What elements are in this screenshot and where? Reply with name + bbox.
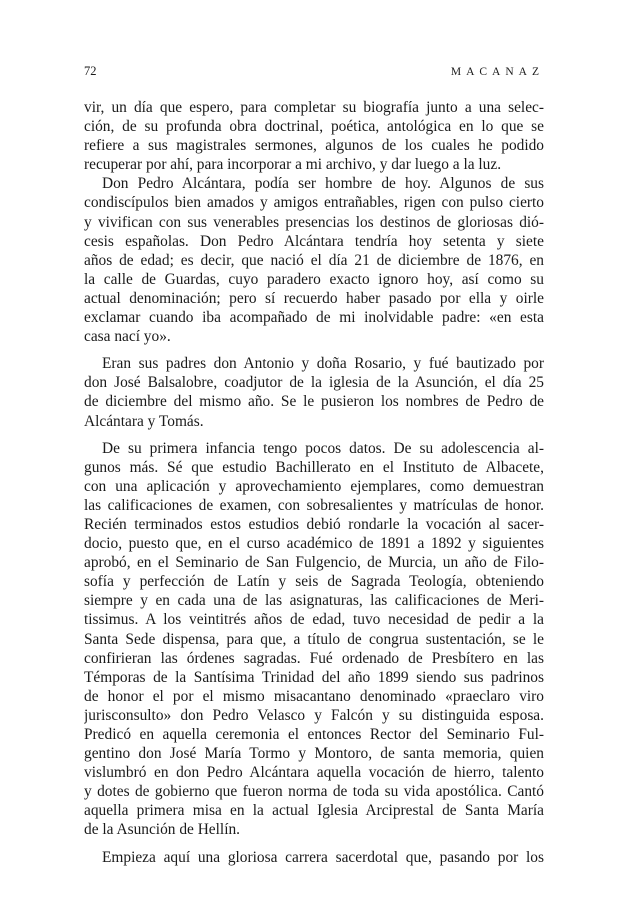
text-line: Témporas de la Santísima Trinidad del año 1899 siendo sus padrinos: [84, 668, 544, 686]
text-line: Alcántara y Tomás.: [84, 412, 204, 430]
text-line: gunos más. Sé que estudio Bachillerato en el Instituto de Albacete,: [84, 458, 544, 476]
text-line: y dotes de gobierno que fueron norma de toda su vida apostólica. Cantó: [84, 783, 544, 801]
text-line: Predicó en aquella ceremonia el entonces Rector del Seminario Ful-: [84, 726, 544, 743]
paragraph: [84, 848, 544, 867]
text-line: actual denominación; pero sí recuerdo haber pasado por ella y oirle: [84, 289, 544, 307]
text-line: refiere a sus magistrales sermones, algunos de los cuales he podido: [84, 137, 544, 155]
text-line: casa nací yo».: [84, 328, 171, 346]
text-line: De su primera infancia tengo pocos datos. De su adolescencia al-: [102, 439, 544, 457]
text-line: Empieza aquí una gloriosa carrera sacerdotal que, pasando por los: [102, 848, 544, 866]
text-line: docio, puesto que, en el curso académico de 1891 a 1892 y siguientes: [84, 535, 544, 553]
paragraph: [84, 439, 544, 840]
text-line: exclamar cuando iba acompañado de mi inolvidable padre: «en esta: [84, 309, 544, 327]
text-line: años de edad; es decir, que nació el día 21 de diciembre de 1876, en: [84, 251, 544, 269]
text-line: la calle de Guardas, cuyo paradero exacto ignoro hoy, así como su: [84, 270, 544, 288]
text-line: ción, de su profunda obra doctrinal, poética, antológica en lo que se: [84, 118, 544, 136]
text-line: Don Pedro Alcántara, podía ser hombre de hoy. Algunos de sus: [102, 175, 544, 193]
paragraph: [84, 174, 544, 346]
text-line: aquella primera misa en la actual Iglesia Arciprestal de Santa María: [84, 802, 544, 820]
text-line: jurisconsulto» don Pedro Velasco y Falcón y su distinguida esposa.: [84, 706, 544, 724]
text-line: las calificaciones de examen, con sobresalientes y matrículas de honor.: [84, 496, 544, 514]
text-line: Eran sus padres don Antonio y doña Rosario, y fué bautizado por: [102, 355, 544, 373]
text-line: aprobó, en el Seminario de San Fulgencio, de Murcia, un año de Filo-: [84, 554, 544, 572]
body-text: [84, 98, 544, 867]
text-line: vir, un día que espero, para completar su biografía junto a una selec-: [84, 99, 544, 116]
text-line: recuperar por ahí, para incorporar a mi archivo, y dar luego a la luz.: [84, 156, 502, 174]
text-line: sofía y perfección de Latín y seis de Sagrada Teología, obteniendo: [84, 573, 544, 591]
page-number: 72: [84, 64, 97, 78]
text-line: siempre y en cada una de las asignaturas, las calificaciones de Meri-: [84, 592, 544, 610]
text-line: y vivifican con sus venerables presencias los destinos de gloriosas dió-: [84, 213, 544, 231]
text-line: condiscípulos bien amados y amigos entrañables, rigen con pulso cierto: [84, 194, 544, 212]
text-line: Recién terminados estos estudios debió rondarle la vocación al sacer-: [84, 515, 544, 533]
paragraph-gap: [84, 840, 544, 848]
paragraph-gap: [84, 346, 544, 354]
text-line: de honor el por el mismo misacantano denominado «praeclaro viro: [84, 687, 544, 705]
text-line: tissimus. A los veintitrés años de edad, tuvo necesidad de pedir a la: [84, 611, 544, 629]
running-head: [84, 64, 544, 79]
text-line: de diciembre del mismo año. Se le pusieron los nombres de Pedro de: [84, 393, 544, 411]
paragraph-gap: [84, 431, 544, 439]
text-line: cesis españolas. Don Pedro Alcántara tendría hoy setenta y siete: [84, 232, 544, 250]
paragraph: [84, 354, 544, 430]
text-line: vislumbró en don Pedro Alcántara aquella vocación de hierro, talento: [84, 764, 544, 782]
text-line: confirieran las órdenes sagradas. Fué ordenado de Presbítero en las: [84, 649, 544, 667]
text-line: don José Balsalobre, coadjutor de la iglesia de la Asunción, el día 25: [84, 374, 544, 392]
paragraph: [84, 98, 544, 174]
text-line: de la Asunción de Hellín.: [84, 821, 241, 839]
text-line: Santa Sede dispensa, para que, a título de congrua sustentación, se le: [84, 630, 544, 648]
text-line: gentino don José María Tormo y Montoro, de santa memoria, quien: [84, 745, 544, 763]
text-line: con una aplicación y aprovechamiento ejemplares, como demuestran: [84, 477, 544, 495]
running-title: MACANAZ: [450, 66, 544, 78]
